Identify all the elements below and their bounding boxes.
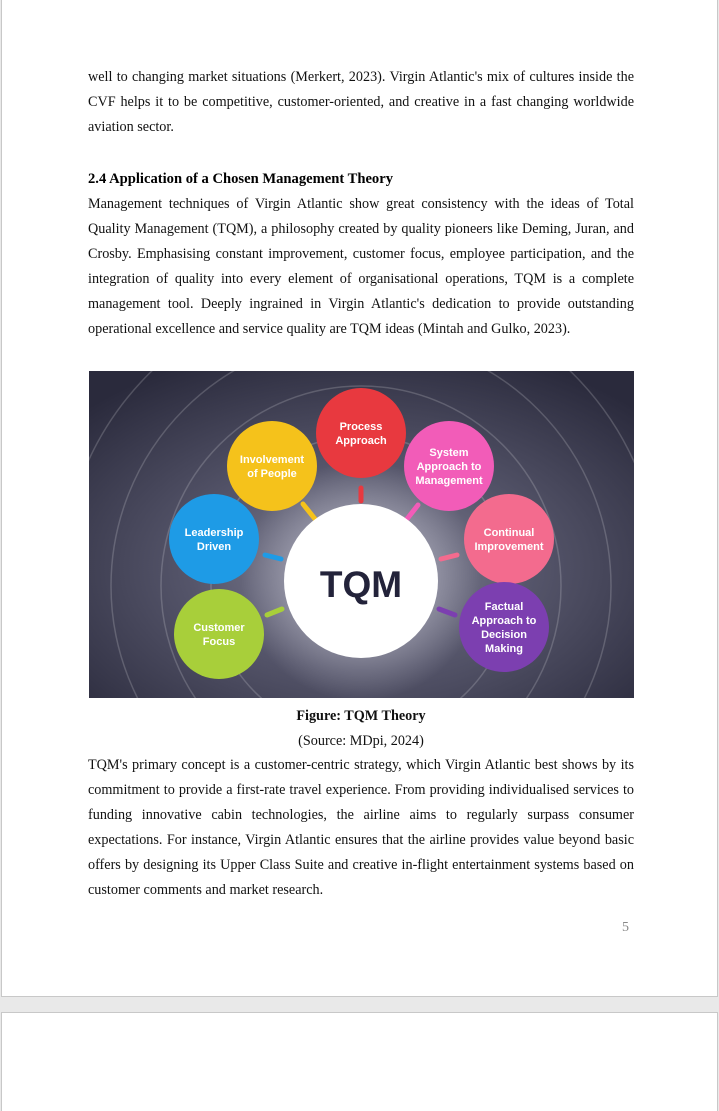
tqm-diagram [89, 371, 634, 698]
tqm-node-label: Customer [193, 622, 245, 634]
tqm-figure [89, 371, 634, 698]
tqm-node [459, 582, 549, 672]
tqm-node-circle [174, 589, 264, 679]
tqm-node-label: Involvement [239, 454, 305, 466]
tqm-node-label: Decision [481, 629, 527, 641]
tqm-node [316, 388, 406, 478]
paragraph-mid: Management techniques of Virgin Atlantic show great consistency with the ideas of Total Quality Management (TQM), a philosophy created by quality pioneers like Deming, Juran, and Crosby. Emphasising constant improvement, customer focus, employee participation, and the integration of quality into every element of organisational operations, TQM is a complete management tool. Deeply ingrained in Virgin Atlantic's dedication to provide outstanding operational excellence and service quality are TQM ideas (Mintah and Gulko, 2023). [88, 196, 634, 337]
tqm-node-label: Process [339, 421, 383, 433]
tqm-node-circle [227, 421, 317, 511]
tqm-node-circle [464, 494, 554, 584]
document-page [1, 0, 718, 997]
tqm-node-label: Making [485, 643, 523, 655]
tqm-node-label: of People [247, 468, 297, 480]
tqm-node [227, 421, 317, 511]
tqm-node-label: Driven [196, 541, 232, 553]
tqm-node-label: Focus [202, 636, 236, 648]
tqm-node [404, 421, 494, 511]
tqm-node [464, 494, 554, 584]
tqm-node-circle [169, 494, 259, 584]
tqm-node-label: Factual [484, 601, 524, 613]
tqm-node [174, 589, 264, 679]
tqm-center-label: TQM [319, 564, 403, 605]
tqm-node-label: Approach to [416, 461, 482, 473]
page-number: 5 [622, 920, 629, 935]
tqm-node-circle [459, 582, 549, 672]
figure-caption: Figure: TQM Theory [296, 708, 426, 724]
paragraph-bottom: TQM's primary concept is a customer-centric strategy, which Virgin Atlantic best shows by its commitment to provide a first-rate travel experience. From providing individualised services to funding innovative cabin technologies, the airline aims to regularly surpass consumer expectations. For instance, Virgin Atlantic ensures that the airline provides value beyond basic offers by designing its Upper Class Suite and creative in-flight entertainment systems based on customer comments and market research. [88, 757, 634, 898]
tqm-node [169, 494, 259, 584]
tqm-node-label: Continual [483, 527, 535, 539]
tqm-node-label: Improvement [474, 541, 544, 553]
paragraph-top: well to changing market situations (Merkert, 2023). Virgin Atlantic's mix of cultures inside the CVF helps it to be competitive, customer-oriented, and creative in a fast changing worldwide aviation sector. [88, 69, 634, 135]
tqm-node-label: Leadership [184, 527, 244, 539]
tqm-node-label: System [429, 447, 469, 459]
section-heading: 2.4 Application of a Chosen Management Theory [88, 171, 393, 187]
tqm-node-label: Approach to [471, 615, 537, 627]
next-page [1, 1012, 718, 1111]
tqm-node-label: Management [415, 475, 483, 487]
figure-source: (Source: MDpi, 2024) [298, 733, 424, 749]
tqm-node-label: Approach [335, 435, 387, 447]
tqm-node-circle [316, 388, 406, 478]
